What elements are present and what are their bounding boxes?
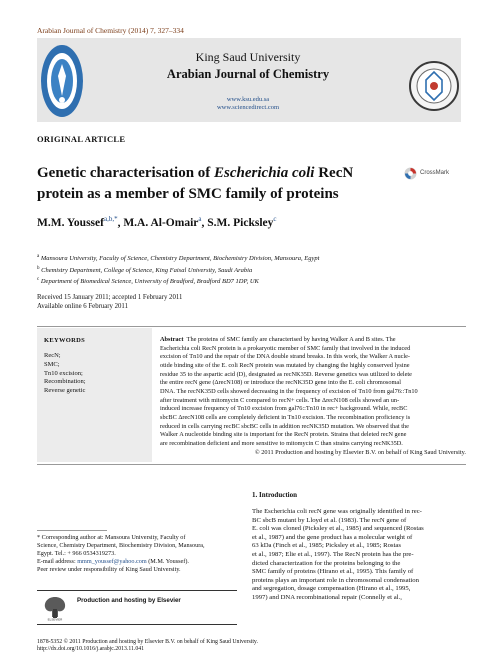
affiliation-text: Mansoura University, Faculty of Science, Chemistry Department, Biochemistry Division, Mansoura, Egypt — [40, 255, 320, 263]
keyword-item: SMC; — [44, 360, 60, 368]
footnote-line: * Corresponding author at: Mansoura University, Faculty of — [37, 534, 186, 541]
abstract-line: after treatment with mitomycin C compared to recN+ cells. The ΔrecN108 cells showed an un- — [160, 396, 400, 404]
journal-name: Arabian Journal of Chemistry — [166, 67, 330, 81]
intro-line: 1997) and DNA recombinational repair (Connelly et al., — [252, 593, 402, 601]
keyword-item: Reverse genetic — [44, 387, 86, 395]
affiliation-text: Department of Biomedical Science, University of Bradford, Bradford BD7 1DP, UK — [40, 278, 259, 286]
affiliation-marker: c — [37, 277, 40, 283]
author-separator: , — [201, 216, 208, 229]
affiliation-item — [37, 252, 467, 264]
author-separator: , — [117, 216, 124, 229]
title-species: Escherichia coli — [214, 165, 315, 181]
article-title — [37, 163, 387, 205]
production-text: Production and hosting by Elsevier — [77, 597, 181, 604]
section-divider — [37, 326, 466, 327]
intro-line: SMC family of proteins (Hirano et al., 1995). This family of — [252, 568, 414, 576]
section-divider — [37, 464, 466, 465]
intro-line: 63 kDa (Finch et al., 1985; Picksley et al., 1985; Rostas — [252, 542, 401, 550]
abstract-text: The proteins of SMC family are characterised by having Walker A and B sites. The — [186, 336, 396, 343]
crossmark-label: CrossMark — [420, 170, 450, 176]
keyword-item: RecN; — [44, 352, 61, 359]
email-owner: (M.M. Youssef). — [146, 558, 189, 565]
abstract-line: excision of Tn10 and the repair of the DNA double strand breaks. In this work, the Walker A nucle- — [160, 353, 411, 361]
article-type-label: ORIGINAL ARTICLE — [37, 134, 126, 144]
journal-websites — [100, 96, 396, 112]
author-affiliation-link[interactable]: c — [273, 215, 277, 223]
author-name: M.A. Al-Omair — [123, 216, 199, 229]
abstract-label: Abstract — [160, 336, 184, 343]
author-affiliation-link[interactable]: a,b,* — [103, 215, 118, 223]
footnote-line: Egypt. Tel.: + 966 0534319273. — [37, 550, 116, 557]
affiliation-text: Chemistry Department, College of Science, King Faisal University, Saudi Arabia — [41, 266, 253, 274]
doi-link[interactable]: http://dx.doi.org/10.1016/j.arabjc.2013.11.041 — [37, 646, 145, 653]
elsevier-logo-text: ELSEVIER — [47, 617, 63, 621]
corresponding-author-footnote — [37, 534, 237, 574]
affiliation-marker: a — [37, 254, 40, 259]
keywords-heading: KEYWORDS — [44, 337, 86, 344]
abstract-line: sbcBC ΔrecN108 cells are completely deficient in Tn10 excision. The recombination proficiency is — [160, 413, 411, 421]
journal-emblem-logo — [408, 58, 460, 114]
intro-text — [252, 508, 466, 603]
affiliation-marker: b — [37, 265, 40, 271]
footnote-divider — [37, 530, 107, 531]
footnote-line: Science, Chemistry Department, Biochemistry Division, Mansoura, — [37, 542, 205, 549]
abstract-line: Escherichia coli RecN protein is a prokaryotic member of SMC family that involved in the induced — [160, 344, 411, 352]
king-saud-university-logo — [40, 42, 84, 120]
article-dates — [37, 293, 182, 312]
issn-doi — [37, 639, 258, 654]
author-list — [37, 215, 276, 229]
received-date: Received 15 January 2011; accepted 1 February 2011 — [37, 294, 183, 301]
intro-line: et al., 1987; Elie et al., 1997). The RecN protein has the pre- — [252, 550, 414, 558]
title-line-2: protein as a member of SMC family of proteins — [37, 186, 339, 202]
crossmark-button[interactable] — [404, 166, 464, 180]
intro-line: BC sbcB mutant by Lloyd et al. (1983). The recN gene of — [252, 516, 407, 524]
keywords-list — [44, 352, 86, 396]
university-name: King Saud University — [195, 50, 301, 64]
affiliation-item — [37, 275, 467, 287]
website-sciencedirect-link[interactable]: www.sciencedirect.com — [216, 104, 280, 111]
intro-line: and segregation, dosage compensation (Hirano et al., 1995, — [252, 585, 411, 593]
keyword-item: Recombination; — [44, 378, 86, 386]
elsevier-tree-logo — [40, 593, 70, 621]
online-date: Available online 6 February 2011 — [37, 303, 128, 311]
affiliation-item — [37, 264, 467, 276]
footnote-line: Peer review under responsibility of King Saud University. — [37, 566, 181, 573]
website-ksu-link[interactable]: www.ksu.edu.sa — [226, 96, 270, 103]
affiliations — [37, 252, 467, 287]
intro-line: dicted characterization for the proteins belonging to the — [252, 559, 401, 567]
abstract-copyright: © 2011 Production and hosting by Elsevier B.V. on behalf of King Saud University. — [254, 448, 466, 456]
author-name: S.M. Picksley — [207, 216, 274, 229]
keyword-item: Tn10 excision; — [44, 369, 83, 377]
title-line-1 — [37, 163, 387, 184]
intro-line: proteins plays an important role in chromosomal condensation — [252, 576, 419, 584]
abstract-line: Walker A nucleotide binding site is important for the RecN protein. Strains that deleted recN gene — [160, 431, 407, 439]
email-link[interactable]: mmm_youssef@yahoo.com — [77, 558, 147, 565]
journal-citation[interactable]: Arabian Journal of Chemistry (2014) 7, 327–334 — [37, 26, 184, 35]
abstract — [160, 336, 466, 457]
abstract-line: reduced in cells carrying recBC sbcBC cells in addition recNK35D mutation. We observed that the — [160, 422, 409, 430]
issn-line: 1878-5352 © 2011 Production and hosting by Elsevier B.V. on behalf of King Saud University. — [37, 639, 258, 645]
intro-heading: 1. Introduction — [252, 491, 297, 499]
author-affiliation-link[interactable]: a — [198, 215, 202, 223]
abstract-line: DNA. The recNK35D cells showed decreasing in the frequency of excision of Tn10 from gal76::Tn10 — [160, 387, 418, 395]
title-text: Genetic characterisation of — [37, 165, 215, 181]
crossmark-icon — [404, 167, 417, 180]
abstract-line: are recombination deficient and more sensitive to mitomycin C than strains carrying recNK35D. — [160, 439, 403, 447]
abstract-line: induced increase frequency of Tn10 excision from gal76::Tn10 in rec+ background. While, recBC — [160, 405, 408, 413]
intro-line: et al., 1987) and the gene product has a molecular weight of — [252, 533, 413, 541]
abstract-line: residue 35 to the aspartic acid (D), designated as recNK35D. Reverse genetics was utilized to delete — [160, 370, 412, 378]
title-text: RecN — [314, 165, 354, 181]
author-name: M.M. Youssef — [37, 216, 104, 229]
footnote-email-line — [37, 558, 237, 566]
abstract-line — [160, 336, 466, 345]
email-label: E-mail address: — [37, 558, 78, 565]
abstract-line: otide binding site of the E. coli RecN protein was mutated by changing the highly conserved lysine — [160, 361, 410, 369]
intro-line: The Escherichia coli recN gene was originally identified in rec- — [252, 508, 422, 515]
intro-line: E. coli was cloned (Picksley et al., 1985) and sequenced (Rostas — [252, 525, 424, 533]
abstract-line: the entire recN gene (ΔrecN108) or introduce the recNK35D gene into the E. coli chromosomal — [160, 379, 401, 387]
